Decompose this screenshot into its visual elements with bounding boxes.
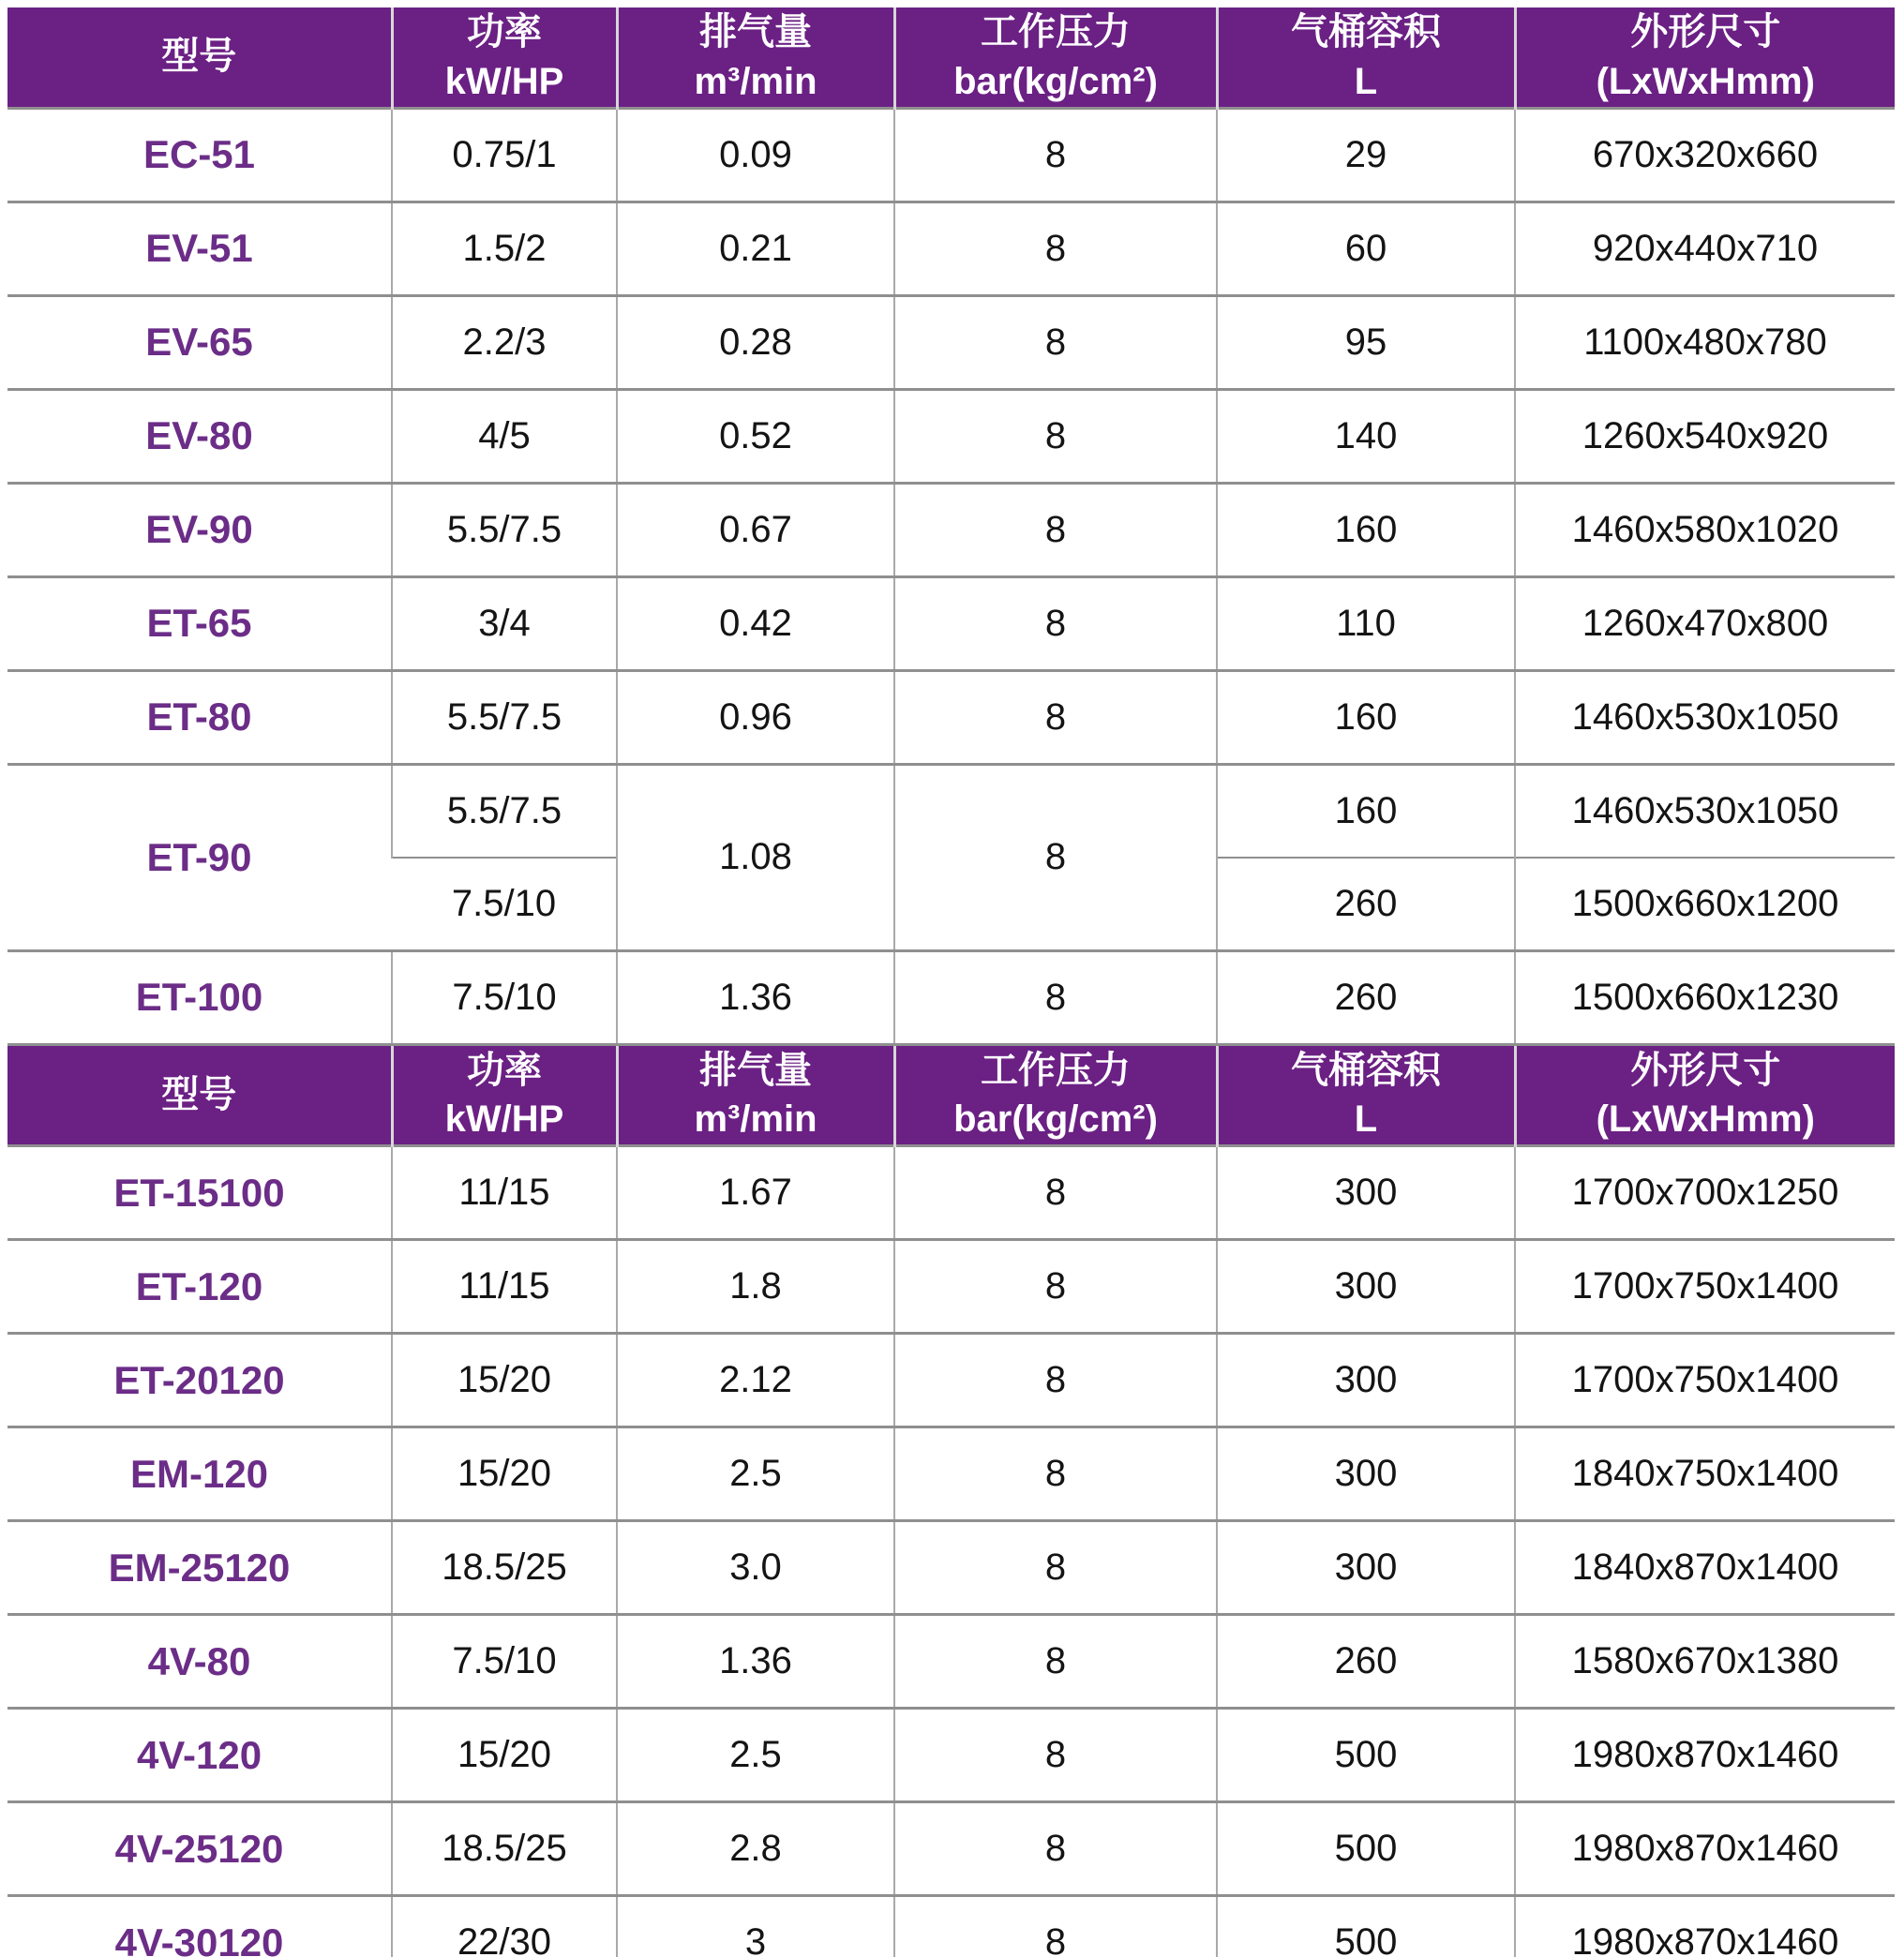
column-header-model [7, 7, 392, 108]
header-label: 气桶容积 [1291, 1049, 1441, 1091]
column-header-model [7, 1046, 392, 1146]
dims-cell: 1980x870x1460 [1515, 1802, 1895, 1896]
header-label: 功率 [467, 11, 542, 52]
header-label: 外形尺寸 [1630, 1049, 1781, 1091]
pressure-cell: 8 [894, 1521, 1217, 1615]
power-cell: 11/15 [392, 1146, 617, 1240]
pressure-cell: 8 [894, 1427, 1217, 1521]
header-unit: bar(kg/cm²) [953, 60, 1158, 102]
displacement-cell: 0.52 [617, 389, 894, 483]
header-unit: (LxWxHmm) [1596, 60, 1815, 102]
pressure-cell: 8 [894, 1896, 1217, 1957]
displacement-cell: 1.36 [617, 1615, 894, 1709]
dims-cell: 920x440x710 [1515, 202, 1895, 295]
dims-cell: 1980x870x1460 [1515, 1896, 1895, 1957]
dims-cell: 1260x470x800 [1515, 576, 1895, 670]
power-cell: 18.5/25 [392, 1521, 617, 1615]
header-unit: kW/HP [444, 60, 564, 102]
dims-cell: 1460x530x1050 [1515, 764, 1895, 858]
header-unit: L [1354, 1098, 1378, 1141]
pressure-cell: 8 [894, 950, 1217, 1044]
spec-table-upper [7, 7, 1895, 1046]
displacement-cell: 0.28 [617, 295, 894, 389]
table-row [7, 389, 1895, 483]
model-cell: 4V-120 [7, 1709, 392, 1802]
power-cell: 2.2/3 [392, 295, 617, 389]
model-cell: 4V-80 [7, 1615, 392, 1709]
dims-cell: 1700x700x1250 [1515, 1146, 1895, 1240]
model-cell: ET-90 [7, 764, 392, 950]
header-label: 排气量 [699, 1049, 812, 1091]
header-label: 工作压力 [981, 1049, 1131, 1091]
dims-cell: 1460x530x1050 [1515, 670, 1895, 764]
tank-cell: 60 [1217, 202, 1515, 295]
tank-cell: 300 [1217, 1240, 1515, 1334]
model-cell: 4V-30120 [7, 1896, 392, 1957]
column-header-power [392, 7, 617, 108]
model-cell: EM-120 [7, 1427, 392, 1521]
tank-cell: 500 [1217, 1896, 1515, 1957]
pressure-cell: 8 [894, 389, 1217, 483]
displacement-cell: 0.21 [617, 202, 894, 295]
power-cell: 5.5/7.5 [392, 670, 617, 764]
column-header-dims [1515, 1046, 1895, 1146]
tank-cell: 500 [1217, 1709, 1515, 1802]
dims-cell: 670x320x660 [1515, 108, 1895, 202]
tank-cell: 140 [1217, 389, 1515, 483]
displacement-cell: 0.96 [617, 670, 894, 764]
model-cell: EV-65 [7, 295, 392, 389]
table-row [7, 295, 1895, 389]
pressure-cell: 8 [894, 670, 1217, 764]
header-label: 型号 [161, 36, 237, 78]
model-cell: EV-51 [7, 202, 392, 295]
table-row [7, 1521, 1895, 1615]
table-row [7, 670, 1895, 764]
power-cell: 5.5/7.5 [392, 764, 617, 858]
pressure-cell: 8 [894, 295, 1217, 389]
pressure-cell: 8 [894, 576, 1217, 670]
tank-cell: 29 [1217, 108, 1515, 202]
dims-cell: 1840x870x1400 [1515, 1521, 1895, 1615]
pressure-cell: 8 [894, 1146, 1217, 1240]
displacement-cell: 0.42 [617, 576, 894, 670]
power-cell: 0.75/1 [392, 108, 617, 202]
model-cell: EM-25120 [7, 1521, 392, 1615]
header-row [7, 1046, 1895, 1146]
displacement-cell: 3.0 [617, 1521, 894, 1615]
model-cell: ET-20120 [7, 1334, 392, 1427]
pressure-cell: 8 [894, 108, 1217, 202]
header-unit: bar(kg/cm²) [953, 1098, 1158, 1141]
model-cell: EV-80 [7, 389, 392, 483]
displacement-cell: 3 [617, 1896, 894, 1957]
tank-cell: 260 [1217, 950, 1515, 1044]
model-cell: ET-65 [7, 576, 392, 670]
tank-cell: 300 [1217, 1146, 1515, 1240]
dims-cell: 1460x580x1020 [1515, 483, 1895, 576]
tank-cell: 160 [1217, 483, 1515, 576]
model-cell: ET-120 [7, 1240, 392, 1334]
dims-cell: 1980x870x1460 [1515, 1709, 1895, 1802]
header-label: 工作压力 [981, 11, 1131, 52]
column-header-power [392, 1046, 617, 1146]
header-row [7, 7, 1895, 108]
column-header-tank [1217, 7, 1515, 108]
power-cell: 4/5 [392, 389, 617, 483]
dims-cell: 1100x480x780 [1515, 295, 1895, 389]
header-label: 气桶容积 [1291, 11, 1441, 52]
table-row [7, 1896, 1895, 1957]
dims-cell: 1700x750x1400 [1515, 1334, 1895, 1427]
pressure-cell: 8 [894, 764, 1217, 950]
tank-cell: 260 [1217, 858, 1515, 951]
power-cell: 7.5/10 [392, 1615, 617, 1709]
displacement-cell: 0.67 [617, 483, 894, 576]
pressure-cell: 8 [894, 1334, 1217, 1427]
tank-cell: 110 [1217, 576, 1515, 670]
pressure-cell: 8 [894, 1802, 1217, 1896]
table-row [7, 1709, 1895, 1802]
header-unit: m³/min [694, 60, 817, 102]
displacement-cell: 2.5 [617, 1709, 894, 1802]
spec-table-lower [7, 1046, 1895, 1957]
tank-cell: 260 [1217, 1615, 1515, 1709]
dims-cell: 1700x750x1400 [1515, 1240, 1895, 1334]
power-cell: 15/20 [392, 1709, 617, 1802]
model-cell: EV-90 [7, 483, 392, 576]
pressure-cell: 8 [894, 1709, 1217, 1802]
tank-cell: 160 [1217, 670, 1515, 764]
power-cell: 22/30 [392, 1896, 617, 1957]
tank-cell: 300 [1217, 1427, 1515, 1521]
table-row [7, 1802, 1895, 1896]
pressure-cell: 8 [894, 1615, 1217, 1709]
displacement-cell: 2.5 [617, 1427, 894, 1521]
power-cell: 1.5/2 [392, 202, 617, 295]
header-unit: (LxWxHmm) [1596, 1098, 1815, 1141]
tank-cell: 300 [1217, 1334, 1515, 1427]
power-cell: 18.5/25 [392, 1802, 617, 1896]
pressure-cell: 8 [894, 202, 1217, 295]
displacement-cell: 0.09 [617, 108, 894, 202]
power-cell: 7.5/10 [392, 858, 617, 951]
header-label: 功率 [467, 1049, 542, 1091]
tank-cell: 160 [1217, 764, 1515, 858]
column-header-displacement [617, 7, 894, 108]
tank-cell: 95 [1217, 295, 1515, 389]
table-row [7, 950, 1895, 1044]
pressure-cell: 8 [894, 1240, 1217, 1334]
header-unit: m³/min [694, 1098, 817, 1141]
table-row [7, 202, 1895, 295]
power-cell: 5.5/7.5 [392, 483, 617, 576]
dims-cell: 1500x660x1200 [1515, 858, 1895, 951]
model-cell: ET-15100 [7, 1146, 392, 1240]
header-label: 型号 [161, 1073, 237, 1115]
model-cell: EC-51 [7, 108, 392, 202]
table-row [7, 1615, 1895, 1709]
column-header-displacement [617, 1046, 894, 1146]
table-row [7, 1427, 1895, 1521]
table-row [7, 108, 1895, 202]
power-cell: 15/20 [392, 1334, 617, 1427]
power-cell: 7.5/10 [392, 950, 617, 1044]
model-cell: ET-80 [7, 670, 392, 764]
header-unit: L [1354, 60, 1378, 102]
pressure-cell: 8 [894, 483, 1217, 576]
table-row-merged-top [7, 764, 1895, 858]
displacement-cell: 1.8 [617, 1240, 894, 1334]
tank-cell: 300 [1217, 1521, 1515, 1615]
column-header-pressure [894, 7, 1217, 108]
model-cell: 4V-25120 [7, 1802, 392, 1896]
table-row [7, 483, 1895, 576]
displacement-cell: 1.67 [617, 1146, 894, 1240]
dims-cell: 1500x660x1230 [1515, 950, 1895, 1044]
displacement-cell: 1.08 [617, 764, 894, 950]
power-cell: 3/4 [392, 576, 617, 670]
table-row [7, 1334, 1895, 1427]
header-label: 外形尺寸 [1630, 11, 1781, 52]
power-cell: 15/20 [392, 1427, 617, 1521]
column-header-pressure [894, 1046, 1217, 1146]
column-header-dims [1515, 7, 1895, 108]
header-label: 排气量 [699, 11, 812, 52]
power-cell: 11/15 [392, 1240, 617, 1334]
model-cell: ET-100 [7, 950, 392, 1044]
dims-cell: 1840x750x1400 [1515, 1427, 1895, 1521]
displacement-cell: 1.36 [617, 950, 894, 1044]
table-row [7, 576, 1895, 670]
table-row [7, 1240, 1895, 1334]
dims-cell: 1260x540x920 [1515, 389, 1895, 483]
displacement-cell: 2.12 [617, 1334, 894, 1427]
header-unit: kW/HP [444, 1098, 564, 1141]
dims-cell: 1580x670x1380 [1515, 1615, 1895, 1709]
column-header-tank [1217, 1046, 1515, 1146]
tank-cell: 500 [1217, 1802, 1515, 1896]
displacement-cell: 2.8 [617, 1802, 894, 1896]
table-row [7, 1146, 1895, 1240]
